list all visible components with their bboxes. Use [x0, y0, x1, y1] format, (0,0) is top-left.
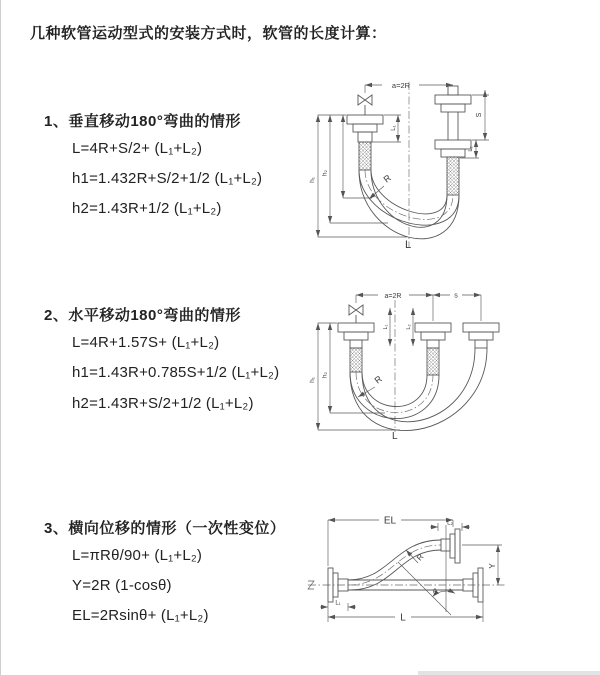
- section-3-formula-EL: EL=2Rsinθ+ (L₁+L₂): [72, 607, 209, 624]
- upper-flange: [441, 529, 460, 563]
- dim-h1-label: h₁: [309, 177, 316, 183]
- right-flange-fitting: [435, 86, 471, 195]
- dim-y-label: Y: [488, 563, 497, 569]
- valve-icon: [358, 95, 372, 115]
- braided-hose-section: [350, 348, 362, 372]
- diagram-2-horizontal-180-bend: [300, 280, 595, 462]
- braided-hose-section: [447, 157, 459, 195]
- dim-a2r-label: a=2R: [384, 292, 402, 300]
- dim-a2r-label: a=2R: [391, 80, 411, 90]
- dim-s-label: s: [454, 292, 458, 300]
- dim-l2-label: L₂: [406, 324, 412, 330]
- section-1-formula-h2: h2=1.43R+1/2 (L₁+L₂): [72, 200, 222, 217]
- section-2-formula-L: L=4R+1.57S+ (L₁+L₂): [72, 334, 220, 351]
- diagram-3-lateral-displacement: [295, 500, 600, 648]
- dim-s-label: S: [476, 112, 483, 118]
- dim-h2-label: h₂: [321, 371, 329, 379]
- theta-construction: [398, 525, 455, 615]
- page-title: 几种软管运动型式的安装方式时，软管的长度计算：: [30, 25, 387, 42]
- dimension-s: [433, 293, 481, 300]
- section-1-heading: 1、垂直移动180°弯曲的情形: [44, 113, 241, 130]
- length-label: L: [405, 239, 412, 251]
- centerline: [308, 581, 505, 589]
- dimension-s: [472, 90, 489, 140]
- section-2-formula-h1: h1=1.43R+0.785S+1/2 (L₁+L₂): [72, 364, 280, 381]
- dimension-a2r: [365, 81, 453, 93]
- section-1-formula-L: L=4R+S/2+ (L₁+L₂): [72, 140, 203, 157]
- dimension-l1: [383, 308, 390, 346]
- dim-el-label: EL: [383, 515, 397, 527]
- radius-label: R: [414, 552, 426, 563]
- dim-l1-label: L₁: [335, 600, 341, 607]
- radius-label: R: [381, 172, 393, 185]
- valve-icon: [349, 305, 363, 323]
- section-1-formula-h1: h1=1.432R+S/2+1/2 (L₁+L₂): [72, 170, 263, 187]
- section-2-heading: 2、水平移动180°弯曲的情形: [44, 307, 241, 324]
- dim-l1-label: L₁: [383, 324, 389, 330]
- dimension-a2r: [356, 293, 481, 321]
- section-2-formula-h2: h2=1.43R+S/2+1/2 (L₁+L₂): [72, 395, 254, 412]
- page-left-edge: [0, 0, 1, 675]
- braided-hose-section: [427, 348, 439, 375]
- dimension-l1: [320, 601, 356, 612]
- dim-l-label: L: [400, 612, 406, 624]
- braided-hose-section: [359, 142, 371, 170]
- middle-flange-fitting: [415, 323, 451, 375]
- section-3-formula-Y: Y=2R (1-cosθ): [72, 577, 172, 594]
- left-flange-fitting: [338, 323, 374, 372]
- dimension-l1: [372, 115, 401, 142]
- dimension-l: [328, 602, 483, 624]
- right-flange-fitting: [463, 323, 499, 348]
- radius-leader: [406, 550, 426, 563]
- radius-label: R: [372, 373, 384, 386]
- right-flange: [463, 568, 483, 602]
- dim-h1-label: h₁: [309, 377, 316, 383]
- dim-theta-label: θ: [433, 589, 437, 596]
- diagram-1-vertical-180-bend: [300, 70, 595, 270]
- dim-l2-label: L₂: [447, 520, 453, 527]
- dimension-l2: [430, 521, 470, 532]
- section-3-formula-L: L=πRθ/90+ (L₁+L₂): [72, 547, 203, 564]
- displaced-hose-s-curve: [348, 540, 441, 590]
- page-bottom-edge: [418, 671, 600, 675]
- dim-h2-label: h₂: [321, 169, 329, 177]
- dimension-l2: [406, 308, 413, 346]
- left-flange-fitting: [347, 115, 383, 170]
- length-label: L: [392, 431, 398, 442]
- dim-l2-label: L₂: [468, 146, 474, 152]
- section-3-heading: 3、横向位移的情形（一次性变位）: [44, 520, 286, 537]
- dim-l1-label: L₁: [391, 125, 397, 131]
